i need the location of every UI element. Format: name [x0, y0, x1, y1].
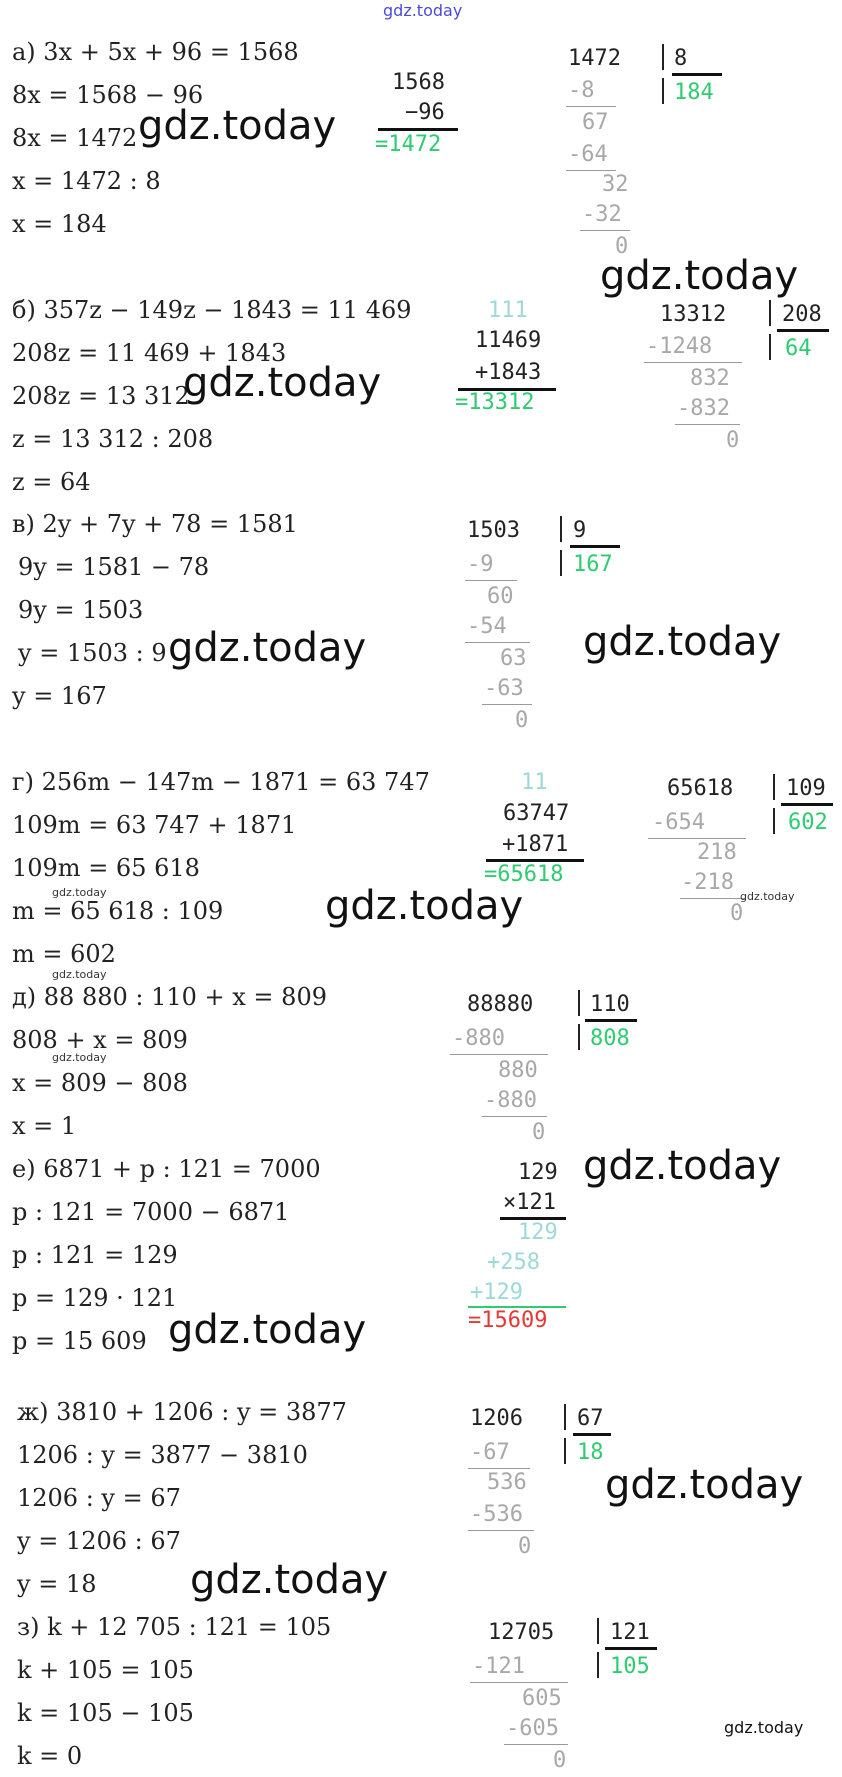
equation-line: m = 602 — [12, 940, 116, 968]
equation-line: p : 121 = 129 — [12, 1241, 178, 1269]
sub-top: 1568 — [392, 70, 445, 95]
div-divisor: 8 — [674, 46, 688, 71]
equation-line: з) k + 12 705 : 121 = 105 — [17, 1613, 332, 1641]
div-bar — [560, 550, 562, 576]
div-step: 218 — [697, 840, 737, 865]
div-step-line — [482, 1116, 547, 1117]
div-divisor: 110 — [590, 992, 630, 1017]
div-divisor: 67 — [577, 1406, 604, 1431]
equation-line: б) 357z − 149z − 1843 = 11 469 — [12, 296, 412, 324]
add-result: =13312 — [455, 390, 535, 415]
watermark: gdz.today — [183, 360, 382, 406]
div-step-line — [468, 1530, 534, 1531]
div-bar — [578, 990, 580, 1016]
div-step-line — [566, 106, 616, 107]
equation-line: 208z = 11 469 + 1843 — [12, 339, 287, 367]
equation-line: k = 0 — [17, 1742, 83, 1770]
div-step-line — [450, 1054, 548, 1055]
sub-bottom: −96 — [405, 100, 445, 125]
div-divisor-line — [672, 73, 722, 76]
div-dividend: 1472 — [568, 46, 621, 71]
watermark: gdz.today — [190, 1557, 389, 1603]
div-bar — [564, 1404, 566, 1430]
div-step: 0 — [615, 234, 629, 259]
equation-line: 109m = 63 747 + 1871 — [12, 811, 297, 839]
div-dividend: 1206 — [470, 1406, 523, 1431]
div-step: -63 — [484, 676, 524, 701]
add-top: 11469 — [475, 328, 542, 353]
div-bar — [769, 300, 771, 326]
add-bottom: +1871 — [502, 832, 569, 857]
div-bar — [597, 1618, 599, 1644]
div-bar — [564, 1438, 566, 1464]
div-step: 832 — [690, 366, 730, 391]
equation-line: 8x = 1472 — [12, 124, 138, 152]
equation-line: 9y = 1503 — [18, 596, 144, 624]
equation-line: x = 1 — [12, 1112, 77, 1140]
div-step: -536 — [470, 1502, 523, 1527]
equation-line: x = 184 — [12, 210, 107, 238]
div-step: 32 — [602, 172, 629, 197]
div-step: -32 — [582, 202, 622, 227]
div-bar — [578, 1024, 580, 1050]
add-carry: 11 — [521, 770, 548, 795]
div-step: -605 — [506, 1716, 559, 1741]
div-bar — [769, 334, 771, 360]
div-divisor-line — [585, 1019, 637, 1022]
div-dividend: 1503 — [467, 518, 520, 543]
watermark: gdz.today — [138, 103, 337, 149]
watermark: gdz.today — [724, 1718, 804, 1737]
div-step-line — [470, 1682, 568, 1683]
div-dividend: 13312 — [660, 302, 727, 327]
add-carry: 111 — [488, 298, 528, 323]
div-step: -832 — [677, 396, 730, 421]
watermark: gdz.today — [325, 883, 524, 929]
equation-line: 9y = 1581 − 78 — [18, 553, 210, 581]
div-step-line — [566, 170, 616, 171]
div-step: -218 — [681, 870, 734, 895]
equation-line: д) 88 880 : 110 + x = 809 — [12, 983, 327, 1011]
mul-partial: 129 — [518, 1220, 558, 1245]
watermark: gdz.today — [168, 1307, 367, 1353]
div-divisor: 208 — [782, 302, 822, 327]
equation-line: k + 105 = 105 — [17, 1656, 194, 1684]
div-step: -67 — [470, 1440, 510, 1465]
div-bar — [597, 1652, 599, 1678]
watermark-small: gdz.today — [52, 886, 107, 899]
div-step: 536 — [487, 1470, 527, 1495]
equation-line: x = 809 − 808 — [12, 1069, 188, 1097]
equation-line: y = 1503 : 9 — [18, 639, 167, 667]
equation-line: x = 1472 : 8 — [12, 167, 161, 195]
equation-line: а) 3x + 5x + 96 = 1568 — [12, 38, 299, 66]
equation-line: p : 121 = 7000 − 6871 — [12, 1198, 290, 1226]
div-step-line — [675, 424, 740, 425]
add-bottom: +1843 — [475, 360, 542, 385]
watermark-small: gdz.today — [740, 890, 795, 903]
equation-line: k = 105 − 105 — [17, 1699, 194, 1727]
div-step: -64 — [568, 142, 608, 167]
div-step: 67 — [582, 110, 609, 135]
equation-line: 1206 : y = 3877 − 3810 — [17, 1441, 308, 1469]
div-quotient: 18 — [577, 1440, 604, 1465]
sub-line — [378, 128, 458, 131]
equation-line: 1206 : y = 67 — [17, 1484, 181, 1512]
div-step: -1248 — [646, 334, 713, 359]
div-bar — [662, 44, 664, 70]
div-bar — [773, 774, 775, 800]
watermark-top: gdz.today — [383, 1, 463, 20]
equation-line: в) 2y + 7y + 78 = 1581 — [12, 510, 298, 538]
div-bar — [662, 78, 664, 104]
div-step: 0 — [553, 1748, 567, 1773]
div-step: -8 — [568, 78, 595, 103]
div-step: -54 — [467, 614, 507, 639]
div-quotient: 64 — [785, 336, 812, 361]
div-step: 0 — [730, 901, 744, 926]
watermark: gdz.today — [605, 1462, 804, 1508]
div-step: 0 — [532, 1120, 546, 1145]
equation-line: y = 167 — [12, 682, 107, 710]
div-step-line — [465, 580, 517, 581]
div-step: -654 — [652, 810, 705, 835]
div-step: -880 — [484, 1088, 537, 1113]
equation-line: 109m = 65 618 — [12, 854, 200, 882]
div-dividend: 88880 — [467, 992, 534, 1017]
div-divisor-line — [777, 329, 829, 332]
equation-line: 8x = 1568 − 96 — [12, 81, 204, 109]
div-dividend: 65618 — [667, 776, 734, 801]
mul-top: 129 — [518, 1160, 558, 1185]
div-step-line — [680, 898, 745, 899]
div-quotient: 808 — [590, 1026, 630, 1051]
watermark: gdz.today — [583, 1143, 782, 1189]
equation-line: 208z = 13 312 — [12, 382, 190, 410]
watermark: gdz.today — [583, 619, 782, 665]
div-step: -9 — [467, 552, 494, 577]
add-result: =65618 — [484, 862, 564, 887]
div-step-line — [468, 1468, 530, 1469]
div-quotient: 167 — [573, 552, 613, 577]
div-step-line — [648, 838, 746, 839]
div-bar — [560, 516, 562, 542]
add-top: 63747 — [503, 801, 570, 826]
div-step: 63 — [500, 646, 527, 671]
div-step: -121 — [472, 1654, 525, 1679]
div-divisor: 121 — [610, 1620, 650, 1645]
sub-result: =1472 — [375, 132, 442, 157]
div-divisor-line — [570, 545, 620, 548]
div-step: 0 — [515, 708, 529, 733]
equation-line: z = 64 — [12, 468, 91, 496]
div-divisor-line — [781, 803, 833, 806]
mul-partial: +129 — [470, 1280, 523, 1305]
equation-line: p = 129 · 121 — [12, 1284, 178, 1312]
equation-line: е) 6871 + p : 121 = 7000 — [12, 1155, 321, 1183]
div-step-line — [465, 642, 530, 643]
div-divisor: 9 — [573, 518, 587, 543]
mul-bottom: ×121 — [503, 1190, 556, 1215]
equation-line: m = 65 618 : 109 — [12, 897, 224, 925]
div-bar — [773, 808, 775, 834]
div-quotient: 184 — [674, 80, 714, 105]
equation-line: z = 13 312 : 208 — [12, 425, 214, 453]
div-divisor: 109 — [786, 776, 826, 801]
div-quotient: 602 — [788, 810, 828, 835]
div-quotient: 105 — [610, 1654, 650, 1679]
div-step: 0 — [726, 428, 740, 453]
div-divisor-line — [573, 1433, 611, 1436]
div-step-line — [504, 1744, 568, 1745]
div-dividend: 12705 — [488, 1620, 555, 1645]
equation-line: y = 18 — [17, 1570, 97, 1598]
div-step: 880 — [498, 1058, 538, 1083]
equation-line: 808 + x = 809 — [12, 1026, 188, 1054]
watermark: gdz.today — [600, 253, 799, 299]
div-step-line — [644, 362, 742, 363]
watermark-small: gdz.today — [52, 968, 107, 981]
div-step-line — [580, 230, 630, 231]
div-step: 60 — [487, 584, 514, 609]
equation-line: ж) 3810 + 1206 : y = 3877 — [17, 1398, 347, 1426]
watermark: gdz.today — [168, 625, 367, 671]
watermark-small: gdz.today — [52, 1051, 107, 1064]
equation-line: y = 1206 : 67 — [17, 1527, 181, 1555]
mul-partial: +258 — [487, 1250, 540, 1275]
div-divisor-line — [605, 1647, 657, 1650]
div-step-line — [482, 704, 532, 705]
equation-line: p = 15 609 — [12, 1327, 147, 1355]
div-step: 605 — [522, 1686, 562, 1711]
mul-result: =15609 — [468, 1308, 548, 1333]
equation-line: г) 256m − 147m − 1871 = 63 747 — [12, 768, 430, 796]
div-step: 0 — [518, 1534, 532, 1559]
div-step: -880 — [452, 1026, 505, 1051]
